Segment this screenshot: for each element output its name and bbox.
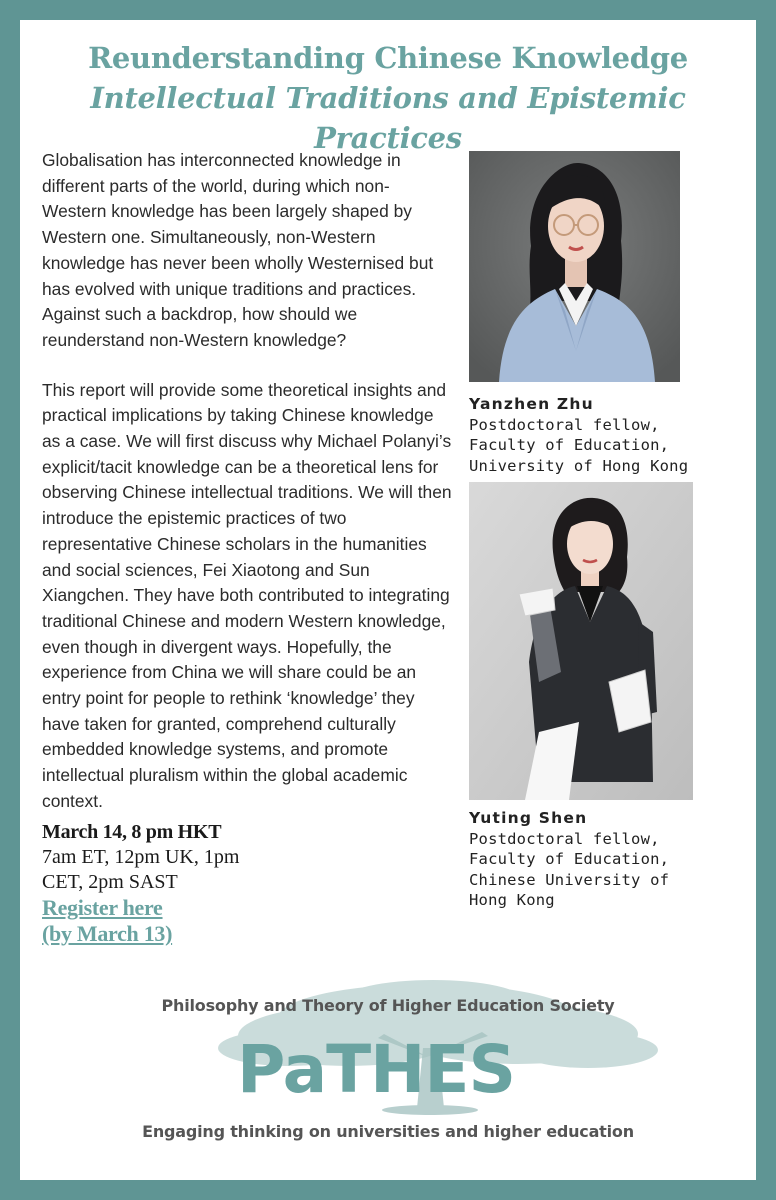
speaker-role-line: Postdoctoral fellow, [469, 829, 660, 848]
speaker-role-line: University of Hong Kong [469, 456, 689, 475]
register-link-line-2[interactable]: (by March 13) [42, 921, 173, 946]
abstract-paragraph-1: Globalisation has interconnected knowledge in different parts of the world, during which non-Western knowledge has been largely shaped by Western one. Simultaneously, non-Western knowledge has never been wholly Westernised but has evolved with unique traditions and practices. Against such a backdrop, how should we reunderstand non-Western knowledge? [42, 150, 434, 350]
register-link-line-1[interactable]: Register here [42, 895, 163, 920]
pathes-logo-text: PaTHES [236, 1031, 515, 1108]
event-times: 7am ET, 12pm UK, 1pm CET, 2pm SAST [42, 846, 240, 893]
society-tagline: Engaging thinking on universities and higher education [142, 1122, 634, 1141]
flyer-page [20, 20, 756, 1180]
speaker-photo-yanzhen-zhu [469, 151, 680, 382]
speaker-role-line: Faculty of Education, [469, 850, 670, 868]
speaker-role-line: Postdoctoral fellow, [469, 415, 660, 434]
flyer-title [20, 38, 756, 158]
speaker-name: Yuting Shen [469, 809, 588, 827]
society-name: Philosophy and Theory of Higher Education Society [161, 996, 615, 1015]
event-details [42, 820, 282, 947]
speaker-yuting-shen [469, 808, 669, 911]
speaker-role-line: Chinese University of [469, 870, 670, 889]
abstract [42, 148, 452, 839]
speaker-role-line: Hong Kong [469, 891, 555, 909]
abstract-paragraph-2: This report will provide some theoretical insights and practical implications by taking Chinese knowledge as a case. We will first discuss why Michael Polanyi’s explicit/tacit knowledge can be a theoretical lens for observing Chinese intellectual traditions. We will then introduce the epistemic practices of two representative Chinese scholars in the humanities and social sciences, Fei Xiaotong and Sun Xiangchen. They have both contributed to integrating traditional Chinese and modern Western knowledge, even though in divergent ways. Hopefully, the experience from China we will share could be an entry point for people to rethink ‘knowledge’ they have taken for granted, comprehend culturally embedded knowledge systems, and promote intellectual pluralism within the global academic context. [42, 379, 452, 811]
speaker-name: Yanzhen Zhu [469, 395, 594, 413]
speaker-yanzhen-zhu [469, 394, 688, 476]
title-line-1: Reunderstanding Chinese Knowledge [88, 41, 688, 75]
register-link[interactable] [42, 895, 282, 947]
speaker-photo-yuting-shen [469, 482, 693, 800]
speaker-role-line: Faculty of Education, [469, 436, 670, 454]
event-date: March 14, 8 pm HKT [42, 821, 222, 843]
title-line-2: Intellectual Traditions and Epistemic Practices [90, 81, 686, 155]
